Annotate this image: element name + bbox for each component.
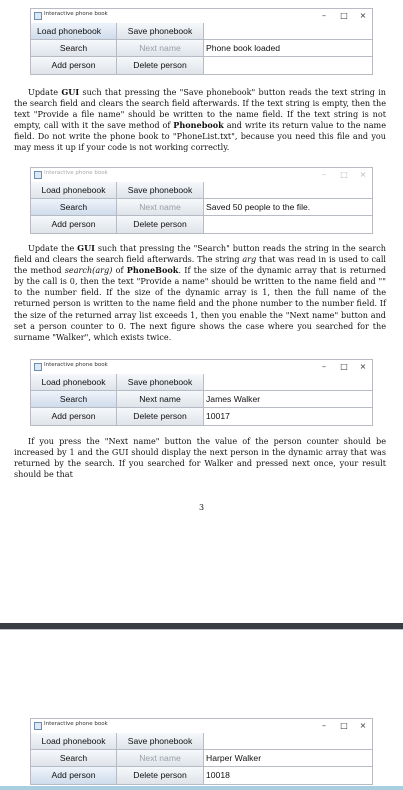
search-input[interactable] — [204, 733, 372, 750]
maximize-icon[interactable]: □ — [340, 721, 348, 730]
minimize-icon[interactable]: – — [322, 170, 326, 179]
phonebook-window-1 — [30, 8, 373, 75]
window-title: Interactive phone book — [44, 721, 108, 727]
save-phonebook-button[interactable]: Save phonebook — [117, 182, 204, 199]
number-field[interactable] — [204, 57, 372, 74]
name-field[interactable]: Harper Walker — [204, 750, 372, 767]
search-button[interactable]: Search — [31, 40, 117, 57]
number-field[interactable]: 10017 — [204, 408, 372, 425]
next-name-button[interactable]: Next name — [117, 40, 204, 57]
name-field[interactable]: Saved 50 people to the file. — [204, 199, 372, 216]
name-field[interactable]: James Walker — [204, 391, 372, 408]
phonebook-window-2 — [30, 167, 373, 234]
save-phonebook-button[interactable]: Save phonebook — [117, 23, 204, 40]
save-phonebook-button[interactable]: Save phonebook — [117, 374, 204, 391]
load-phonebook-button[interactable]: Load phonebook — [31, 733, 117, 750]
phonebook-window-4 — [30, 718, 373, 785]
number-field[interactable]: 10018 — [204, 767, 372, 784]
name-field[interactable]: Phone book loaded — [204, 40, 372, 57]
window-title-bar[interactable] — [31, 9, 372, 23]
number-field[interactable] — [204, 216, 372, 233]
add-person-button[interactable]: Add person — [31, 408, 117, 425]
maximize-icon[interactable]: □ — [340, 11, 348, 20]
search-button[interactable]: Search — [31, 750, 117, 767]
window-title: Interactive phone book — [44, 170, 108, 176]
add-person-button[interactable]: Add person — [31, 57, 117, 74]
search-input[interactable] — [204, 182, 372, 199]
paragraph-search: Update the GUI such that pressing the "Search" button reads the string in the search field and clears the search field afterwards. The string arg that was read in is used to call the method search(arg) of PhoneBook. If the size of the dynamic array that is returned by the call is 0, then the text "Provide a name" should be written to the name field and "" to the number field. If the size of the dynamic array is 1, then the full name of the returned person is written to the name field and the phone number to the number field. If the size of the returned array list exceeds 1, then you enable the "Next name" button and set a person counter to 0. The next figure shows the case where you searched for the surname "Walker", which exists twice. — [14, 243, 387, 342]
delete-person-button[interactable]: Delete person — [117, 408, 204, 425]
delete-person-button[interactable]: Delete person — [117, 216, 204, 233]
java-app-icon — [34, 171, 42, 179]
java-app-icon — [34, 12, 42, 20]
java-app-icon — [34, 363, 42, 371]
next-name-button[interactable]: Next name — [117, 391, 204, 408]
save-phonebook-button[interactable]: Save phonebook — [117, 733, 204, 750]
window-title-bar[interactable] — [31, 719, 372, 733]
paragraph-next-name: If you press the "Next name" button the value of the person counter should be increased by 1 and the GUI should display the next person in the dynamic array that was returned by the search. If you searched for Walker and pressed next once, your result should be that — [14, 436, 386, 480]
page-number: 3 — [198, 503, 205, 512]
close-icon[interactable]: × — [359, 721, 367, 730]
java-app-icon — [34, 722, 42, 730]
minimize-icon[interactable]: – — [322, 11, 326, 20]
window-title: Interactive phone book — [44, 362, 108, 368]
close-icon[interactable]: × — [359, 170, 367, 179]
paragraph-save-phonebook: Update GUI such that pressing the "Save phonebook" button reads the text string in the search field and clears the search field afterwards. If the text string is empty, then the text "Provide a file name" should be written to the name field. If the text string is not empty, call with it the save method of Phonebook and write its return value to the name field. Do not write the phone book to "PhoneList.txt", because you need this file and you may mess it up if your code is not working correctly. — [14, 87, 387, 153]
delete-person-button[interactable]: Delete person — [117, 57, 204, 74]
window-title-bar[interactable] — [31, 360, 372, 374]
search-button[interactable]: Search — [31, 391, 117, 408]
close-icon[interactable]: × — [359, 362, 367, 371]
load-phonebook-button[interactable]: Load phonebook — [31, 23, 117, 40]
bottom-accent-line — [0, 786, 403, 790]
minimize-icon[interactable]: – — [322, 362, 326, 371]
search-input[interactable] — [204, 374, 372, 391]
maximize-icon[interactable]: □ — [340, 170, 348, 179]
next-name-button[interactable]: Next name — [117, 199, 204, 216]
next-name-button[interactable]: Next name — [117, 750, 204, 767]
window-title-bar[interactable] — [31, 168, 372, 182]
minimize-icon[interactable]: – — [322, 721, 326, 730]
delete-person-button[interactable]: Delete person — [117, 767, 204, 784]
add-person-button[interactable]: Add person — [31, 216, 117, 233]
maximize-icon[interactable]: □ — [340, 362, 348, 371]
search-button[interactable]: Search — [31, 199, 117, 216]
add-person-button[interactable]: Add person — [31, 767, 117, 784]
close-icon[interactable]: × — [359, 11, 367, 20]
load-phonebook-button[interactable]: Load phonebook — [31, 374, 117, 391]
document-page-4 — [0, 630, 403, 790]
phonebook-window-3 — [30, 359, 373, 426]
search-input[interactable] — [204, 23, 372, 40]
window-title: Interactive phone book — [44, 11, 108, 17]
load-phonebook-button[interactable]: Load phonebook — [31, 182, 117, 199]
